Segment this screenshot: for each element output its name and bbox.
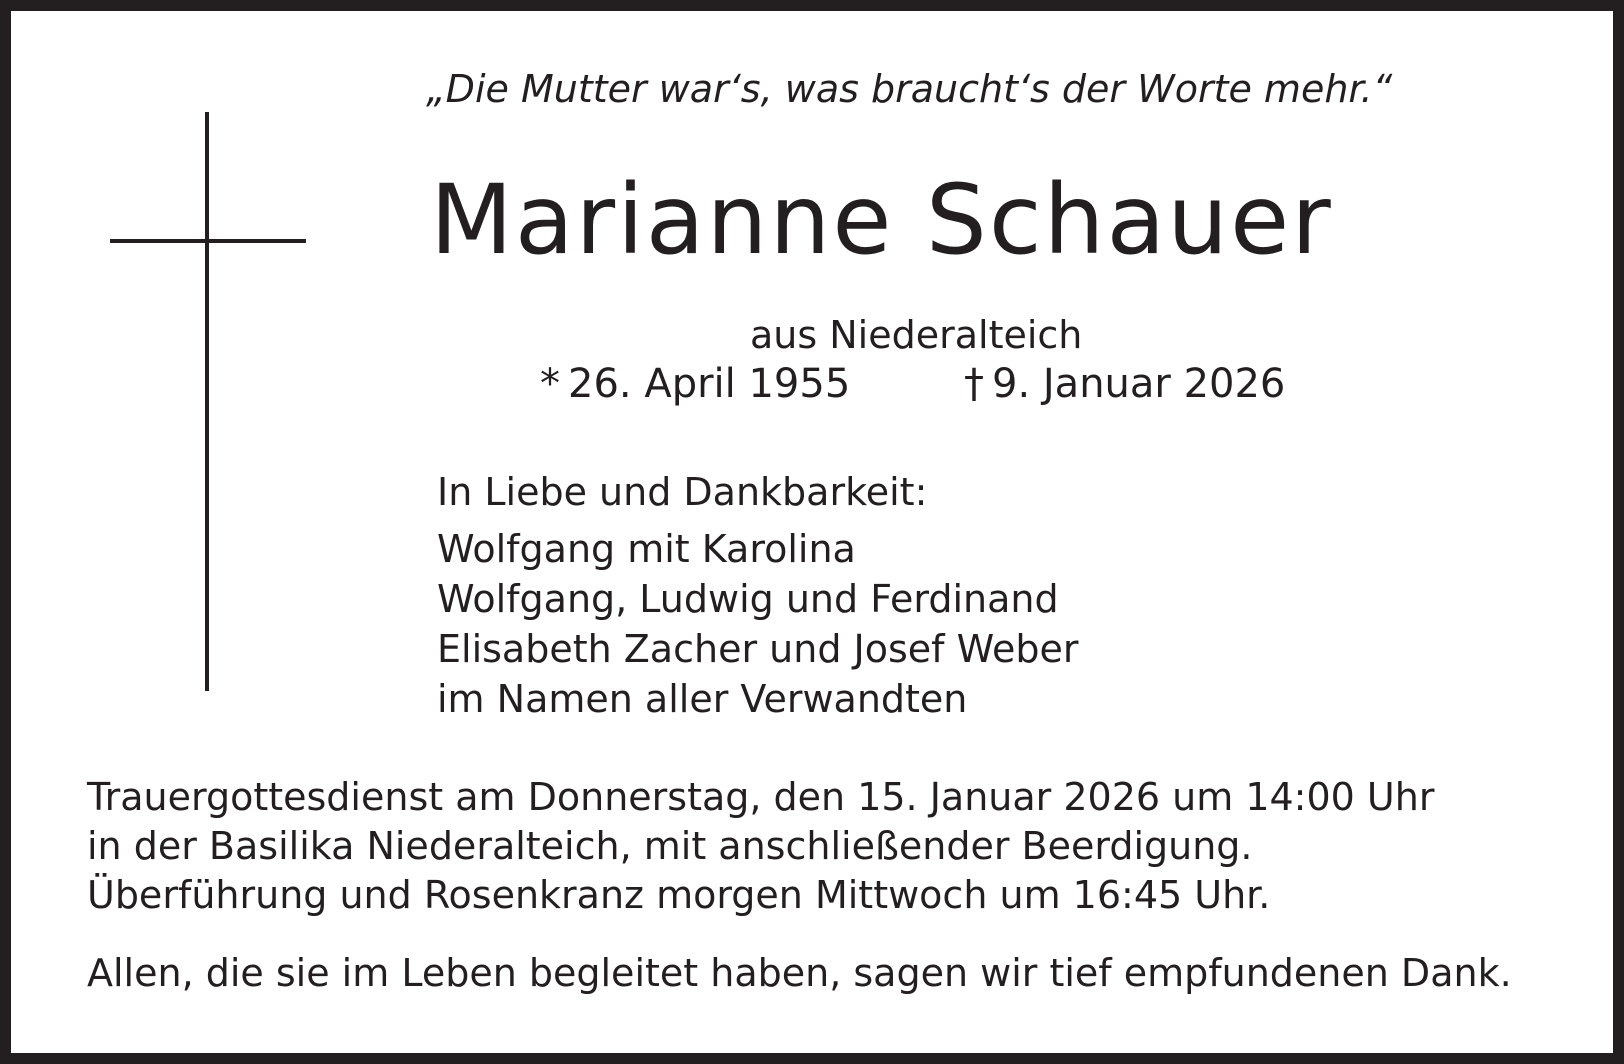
cross-vertical-bar <box>205 112 209 691</box>
birth-date: 26. April 1955 <box>568 361 851 407</box>
birth-star-icon: * <box>540 361 560 407</box>
cross-horizontal-bar <box>110 239 306 243</box>
death-date: 9. Januar 2026 <box>992 361 1286 407</box>
thanks-line: Allen, die sie im Leben begleitet haben, sagen wir tief empfundenen Dank. <box>87 951 1512 995</box>
origin: aus Niederalteich <box>750 313 1083 357</box>
deceased-name: Marianne Schauer <box>430 164 1333 276</box>
death-date-line <box>964 359 1285 409</box>
mourners-block <box>437 466 1078 724</box>
service-line: Überführung und Rosenkranz morgen Mittwoch um 16:45 Uhr. <box>87 873 1271 917</box>
quote: „Die Mutter war‘s, was braucht‘s der Worte mehr.“ <box>426 67 1393 111</box>
mourner-line: Wolfgang, Ludwig und Ferdinand <box>437 577 1059 621</box>
service-line: in der Basilika Niederalteich, mit anschließender Beerdigung. <box>87 824 1253 868</box>
mourner-line: Wolfgang mit Karolina <box>437 527 856 571</box>
service-line: Trauergottesdienst am Donnerstag, den 15. Januar 2026 um 14:00 Uhr <box>87 775 1435 819</box>
birth-date-line <box>540 359 850 409</box>
service-info <box>87 773 1434 920</box>
death-cross-icon: † <box>964 361 984 407</box>
mourner-line: Elisabeth Zacher und Josef Weber <box>437 627 1079 671</box>
mourners-heading: In Liebe und Dankbarkeit: <box>437 470 928 514</box>
mourner-line: im Namen aller Verwandten <box>437 677 968 721</box>
